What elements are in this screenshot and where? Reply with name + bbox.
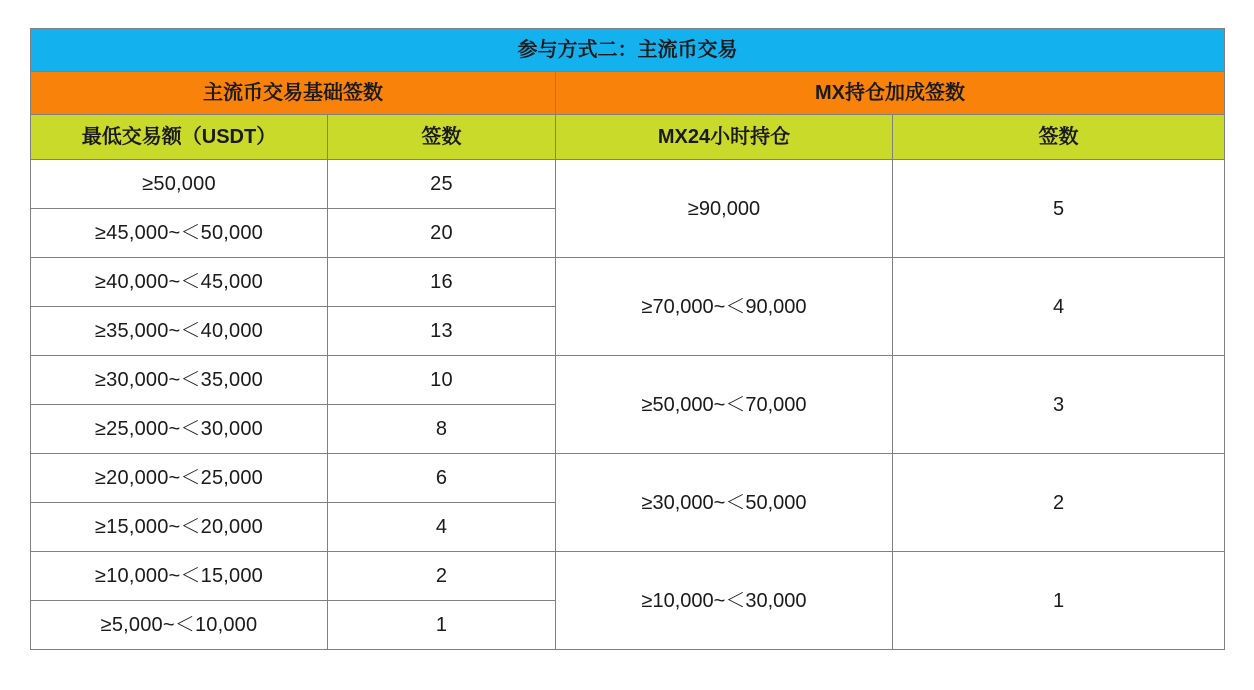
holding-range: ≥70,000~＜90,000 xyxy=(556,258,893,356)
trade-tickets: 20 xyxy=(328,209,556,258)
table-row xyxy=(31,454,1225,503)
trade-range: ≥30,000~＜35,000 xyxy=(31,356,328,405)
holding-tickets: 3 xyxy=(893,356,1225,454)
trade-tickets: 25 xyxy=(328,160,556,209)
table-title-row xyxy=(31,29,1225,72)
trade-tickets: 10 xyxy=(328,356,556,405)
column-header-bonus-tickets: 签数 xyxy=(893,115,1225,160)
lottery-rules-table xyxy=(30,28,1225,650)
column-header-base-tickets: 签数 xyxy=(328,115,556,160)
trade-range: ≥10,000~＜15,000 xyxy=(31,552,328,601)
trade-range: ≥5,000~＜10,000 xyxy=(31,601,328,650)
table-group-row xyxy=(31,72,1225,115)
trade-tickets: 8 xyxy=(328,405,556,454)
trade-tickets: 6 xyxy=(328,454,556,503)
group-header-mx-bonus-tickets: MX持仓加成签数 xyxy=(556,72,1225,115)
table-title: 参与方式二：主流币交易 xyxy=(31,29,1225,72)
holding-range: ≥10,000~＜30,000 xyxy=(556,552,893,650)
trade-range: ≥25,000~＜30,000 xyxy=(31,405,328,454)
holding-range: ≥90,000 xyxy=(556,160,893,258)
trade-tickets: 1 xyxy=(328,601,556,650)
trade-range: ≥20,000~＜25,000 xyxy=(31,454,328,503)
trade-range: ≥50,000 xyxy=(31,160,328,209)
table-row xyxy=(31,160,1225,209)
column-header-mx-holding: MX24小时持仓 xyxy=(556,115,893,160)
trade-tickets: 16 xyxy=(328,258,556,307)
trade-range: ≥40,000~＜45,000 xyxy=(31,258,328,307)
holding-range: ≥50,000~＜70,000 xyxy=(556,356,893,454)
holding-tickets: 1 xyxy=(893,552,1225,650)
trade-range: ≥15,000~＜20,000 xyxy=(31,503,328,552)
holding-range: ≥30,000~＜50,000 xyxy=(556,454,893,552)
trade-range: ≥35,000~＜40,000 xyxy=(31,307,328,356)
trade-tickets: 13 xyxy=(328,307,556,356)
trade-tickets: 4 xyxy=(328,503,556,552)
holding-tickets: 5 xyxy=(893,160,1225,258)
table-header-row xyxy=(31,115,1225,160)
table-row xyxy=(31,258,1225,307)
holding-tickets: 2 xyxy=(893,454,1225,552)
trade-tickets: 2 xyxy=(328,552,556,601)
trade-range: ≥45,000~＜50,000 xyxy=(31,209,328,258)
column-header-min-trade-amount: 最低交易额（USDT） xyxy=(31,115,328,160)
table-row xyxy=(31,356,1225,405)
group-header-base-tickets: 主流币交易基础签数 xyxy=(31,72,556,115)
holding-tickets: 4 xyxy=(893,258,1225,356)
table-row xyxy=(31,552,1225,601)
